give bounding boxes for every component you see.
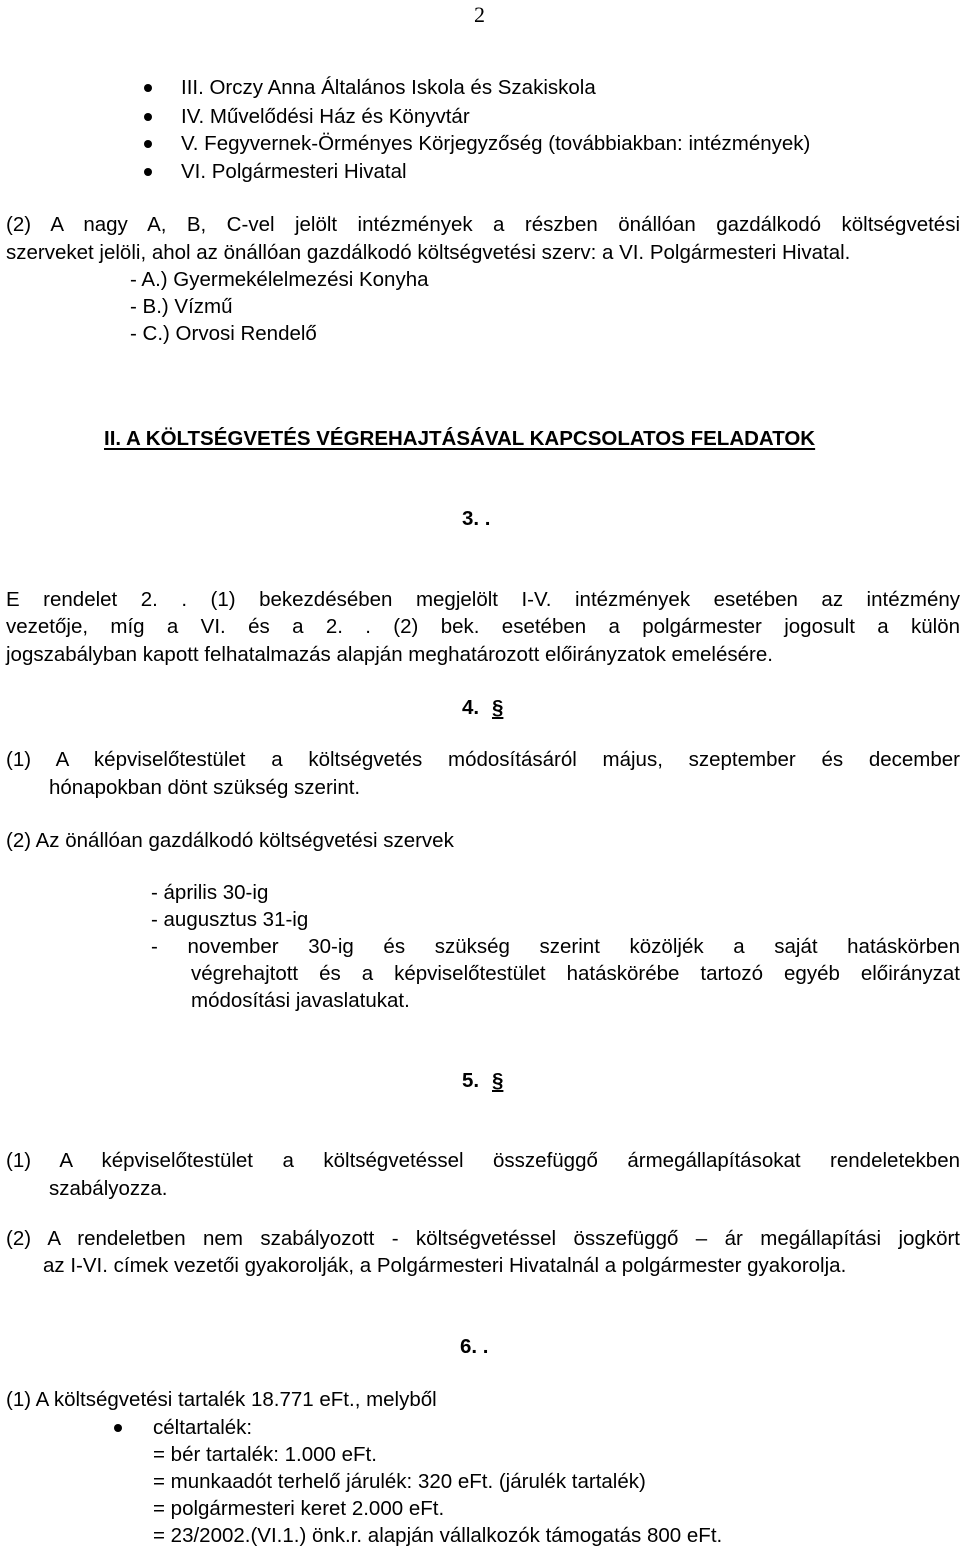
paragraph-line: E rendelet 2. . (1) bekezdésében megjelölt I-V. intézmények esetében az intézmény [6, 588, 960, 611]
paragraph-line: jogszabályban kapott felhatalmazás alapján meghatározott előirányzatok emelésére. [6, 643, 773, 666]
list-item-continued: végrehajtott és a képviselőtestület hatáskörébe tartozó egyéb előirányzat [191, 962, 960, 985]
list-item: IV. Művelődési Ház és Könyvtár [181, 105, 470, 128]
paragraph-line: szerveket jelöli, ahol az önállóan gazdálkodó költségvetési szerv: a VI. Polgármesteri Hivatal. [6, 241, 851, 264]
list-item: = bér tartalék: 1.000 eFt. [153, 1443, 377, 1466]
bullet-icon [144, 84, 152, 92]
list-item: - november 30-ig és szükség szerint közöljék a saját hatáskörben [151, 935, 960, 958]
paragraph-line: (1) A költségvetési tartalék 18.771 eFt., melyből [6, 1388, 437, 1411]
paragraph-line: vezetője, míg a VI. és a 2. . (2) bek. esetében a polgármester jogosult a külön [6, 615, 960, 638]
paragraph-line: (2) A rendeletben nem szabályozott - költségvetéssel összefüggő – ár megállapítási jogkört [6, 1227, 960, 1250]
list-item: - C.) Orvosi Rendelő [130, 322, 317, 345]
list-item: - április 30-ig [151, 881, 269, 904]
list-item: = 23/2002.(VI.1.) önk.r. alapján vállalkozók támogatás 800 eFt. [153, 1524, 723, 1547]
section-title: II. A KÖLTSÉGVETÉS VÉGREHAJTÁSÁVAL KAPCSOLATOS FELADATOK [104, 427, 816, 450]
list-item: III. Orczy Anna Általános Iskola és Szakiskola [181, 76, 596, 99]
section-heading: 4. [462, 696, 480, 719]
section-heading: 6. . [460, 1335, 489, 1358]
section-sign: § [492, 1069, 504, 1092]
list-item: - B.) Vízmű [130, 295, 233, 318]
paragraph-line: (1) A képviselőtestület a költségvetéssel összefüggő ármegállapításokat rendeletekben [6, 1149, 960, 1172]
list-item: - A.) Gyermekélelmezési Konyha [130, 268, 429, 291]
section-heading: 3. . [462, 507, 491, 530]
list-item: V. Fegyvernek-Örményes Körjegyzőség (továbbiakban: intézmények) [181, 132, 811, 155]
paragraph-line: (1) A képviselőtestület a költségvetés módosításáról május, szeptember és december [6, 748, 960, 771]
section-sign: § [492, 696, 504, 719]
list-item: céltartalék: [153, 1416, 253, 1439]
page-number: 2 [474, 2, 485, 27]
list-item-continued: módosítási javaslatukat. [191, 989, 410, 1012]
bullet-icon [144, 140, 152, 148]
list-item: = munkaadót terhelő járulék: 320 eFt. (járulék tartalék) [153, 1470, 646, 1493]
paragraph-line: szabályozza. [49, 1177, 168, 1200]
paragraph-line: hónapokban dönt szükség szerint. [49, 776, 361, 799]
section-heading: 5. [462, 1069, 480, 1092]
list-item: VI. Polgármesteri Hivatal [181, 160, 407, 183]
list-item: - augusztus 31-ig [151, 908, 309, 931]
paragraph-line: az I-VI. címek vezetői gyakorolják, a Polgármesteri Hivatalnál a polgármester gyakorolja. [43, 1254, 847, 1277]
bullet-icon [144, 113, 152, 121]
paragraph-line: (2) A nagy A, B, C-vel jelölt intézmények a részben önállóan gazdálkodó költségvetési [6, 213, 960, 236]
paragraph-line: (2) Az önállóan gazdálkodó költségvetési szervek [6, 829, 454, 852]
bullet-icon [144, 168, 152, 176]
list-item: = polgármesteri keret 2.000 eFt. [153, 1497, 445, 1520]
bullet-icon [114, 1424, 122, 1432]
